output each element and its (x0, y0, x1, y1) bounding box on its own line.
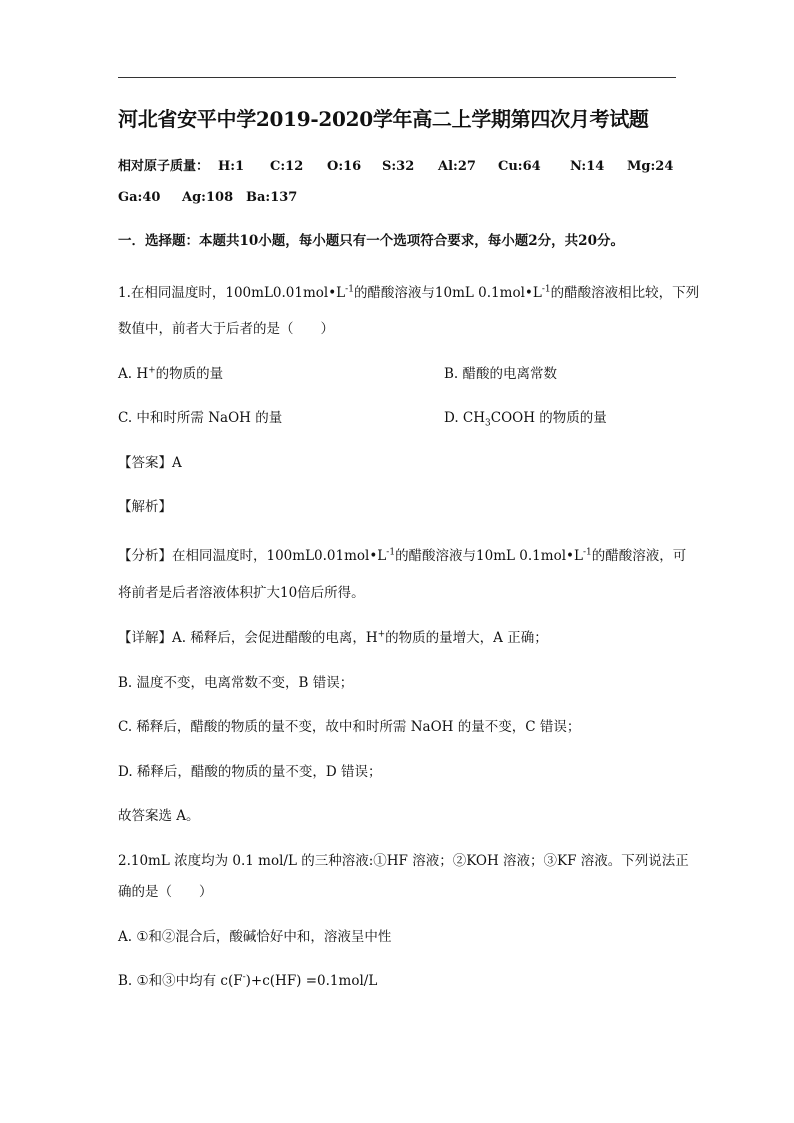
q2-option-b (118, 972, 377, 990)
q1-detail-part-b: 的物质的量增大，A 正确； (385, 630, 548, 646)
page-title: 河北省安平中学2019-2020学年高二上学期第四次月考试题 (118, 107, 649, 131)
q1-option-d (444, 409, 607, 427)
q1-stem-line1 (118, 284, 699, 302)
q1-option-d-part-a: D. CH (444, 410, 486, 426)
q1-option-a-sup: + (148, 365, 156, 376)
q1-detail-d: D. 稀释后，醋酸的物质的量不变，D 错误； (118, 764, 382, 780)
q1-option-d-sub: 3 (485, 418, 491, 429)
q1-analysis-line2: 将前者是后者溶液体积扩大10倍后所得。 (118, 585, 365, 601)
atomic-mass-n: N:14 (570, 159, 605, 174)
atomic-mass-ba: Ba:137 (246, 190, 298, 205)
q1-analysis-part-c: 的醋酸溶液，可 (591, 548, 687, 564)
q1-analysis-sup2: -1 (582, 547, 592, 558)
q1-detail-c: C. 稀释后，醋酸的物质的量不变，故中和时所需 NaOH 的量不变，C 错误； (118, 719, 581, 735)
atomic-mass-o: O:16 (327, 159, 362, 174)
q1-analysis-line1 (118, 547, 686, 565)
q1-stem-sup1: -1 (345, 284, 354, 295)
atomic-mass-s: S:32 (382, 159, 415, 174)
q1-stem-part-b: 的醋酸溶液与10mL 0.1mol•L (353, 285, 542, 301)
q1-analysis-sup1: -1 (386, 547, 396, 558)
q1-option-a-part-b: 的物质的量 (155, 366, 224, 382)
q1-stem-sup2: -1 (541, 284, 551, 295)
q1-detail-part-a: 【详解】A. 稀释后，会促进醋酸的电离，H (118, 630, 378, 646)
q2-option-a: A. ①和②混合后，酸碱恰好中和，溶液呈中性 (118, 929, 392, 945)
atomic-mass-label: 相对原子质量： (118, 159, 210, 174)
section-heading: 一．选择题：本题共10小题，每小题只有一个选项符合要求，每小题2分，共20分。 (118, 233, 624, 249)
q1-option-d-part-b: COOH 的物质的量 (490, 410, 607, 426)
atomic-mass-c: C:12 (270, 159, 304, 174)
q1-option-a (118, 365, 223, 383)
q1-stem-part-a: 1.在相同温度时，100mL0.01mol•L (118, 285, 346, 301)
q1-analysis-part-b: 的醋酸溶液与10mL 0.1mol•L (395, 548, 583, 564)
q1-analysis-label: 【解析】 (118, 499, 172, 515)
q2-option-b-sup: - (242, 972, 246, 983)
q1-option-a-part-a: A. H (118, 366, 149, 382)
header-rule (118, 77, 676, 78)
q1-analysis-part-a: 【分析】在相同温度时，100mL0.01mol•L (118, 548, 387, 564)
q1-option-b: B. 醋酸的电离常数 (444, 366, 558, 382)
q1-stem-part-c: 的醋酸溶液相比较，下列 (550, 285, 700, 301)
atomic-mass-h: H:1 (218, 159, 245, 174)
q2-stem-line1: 2.10mL 浓度均为 0.1 mol/L 的三种溶液:①HF 溶液；②KOH 溶液；③KF 溶液。下列说法正 (118, 853, 689, 869)
q1-option-c: C. 中和时所需 NaOH 的量 (118, 410, 283, 426)
q1-conclusion: 故答案选 A。 (118, 808, 200, 824)
q1-detail-a (118, 629, 548, 647)
q1-detail-b: B. 温度不变，电离常数不变，B 错误； (118, 675, 354, 691)
q1-stem-line2: 数值中，前者大于后者的是（ ） (118, 321, 334, 337)
atomic-mass-ga: Ga:40 (118, 190, 161, 205)
q1-answer: 【答案】A (118, 455, 182, 471)
q2-stem-line2: 确的是（ ） (118, 884, 213, 900)
q2-option-b-part-b: )+c(HF) =0.1mol/L (245, 973, 378, 989)
q2-option-b-part-a: B. ①和③中均有 c(F (118, 973, 243, 989)
q1-detail-sup: + (377, 629, 386, 640)
atomic-mass-ag: Ag:108 (182, 190, 234, 205)
atomic-mass-cu: Cu:64 (498, 159, 541, 174)
atomic-mass-al: Al:27 (438, 159, 476, 174)
atomic-mass-mg: Mg:24 (627, 159, 674, 174)
